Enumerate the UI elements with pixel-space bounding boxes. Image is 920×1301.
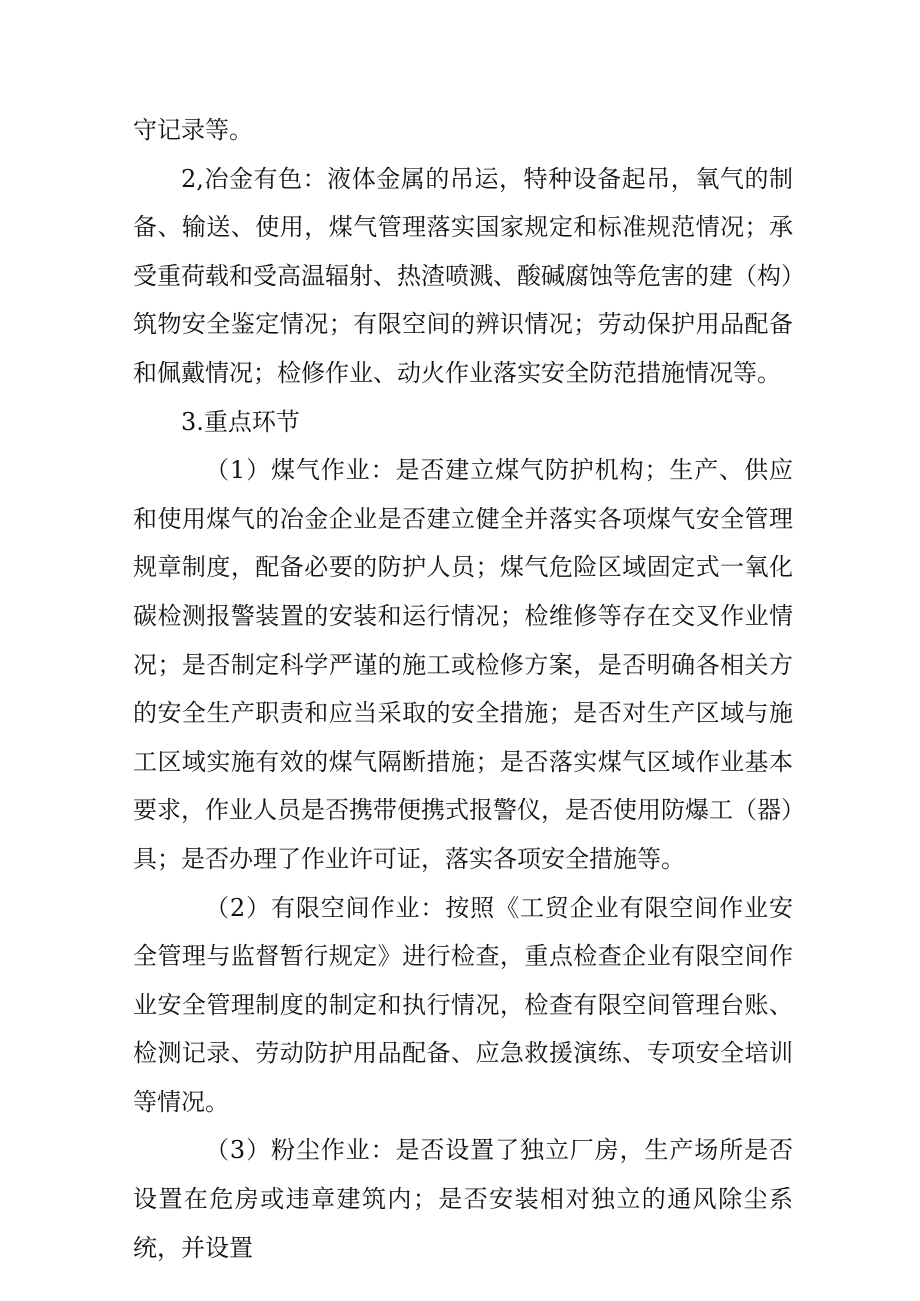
- document-body: [133, 106, 793, 1272]
- confined-space-paragraph: （2）有限空间作业：按照《工贸企业有限空间作业安全管理与监督暂行规定》进行检查，重点检查企业有限空间作业安全管理制度的制定和执行情况，检查有限空间管理台账、检测记录、劳动防护用品配备、应急救援演练、专项安全培训等情况。: [133, 893, 793, 1116]
- key-links-heading: 3.重点环节: [181, 407, 300, 436]
- continued-paragraph: 守记录等。: [133, 116, 253, 144]
- gas-work-paragraph: （1）煤气作业：是否建立煤气防护机构；生产、供应和使用煤气的冶金企业是否建立健全并落实各项煤气安全管理规章制度，配备必要的防护人员；煤气危险区域固定式一氧化碳检测报警装置的安装和运行情况；检维修等存在交叉作业情况；是否制定科学严谨的施工或检修方案，是否明确各相关方的安全生产职责和应当采取的安全措施；是否对生产区域与施工区域实施有效的煤气隔断措施；是否落实煤气区域作业基本要求，作业人员是否携带便携式报警仪，是否使用防爆工（器）具；是否办理了作业许可证，落实各项安全措施等。: [133, 456, 793, 873]
- dust-work-paragraph: （3）粉尘作业：是否设置了独立厂房，生产场所是否设置在危房或违章建筑内；是否安装相对独立的通风除尘系统，并设置: [133, 1136, 793, 1262]
- metallurgy-paragraph: 2,冶金有色：液体金属的吊运，特种设备起吊，氧气的制备、输送、使用，煤气管理落实国家规定和标准规范情况；承受重荷载和受高温辐射、热渣喷溅、酸碱腐蚀等危害的建（构）筑物安全鉴定情况；有限空间的辨识情况；劳动保护用品配备和佩戴情况；检修作业、动火作业落实安全防范措施情况等。: [133, 164, 793, 387]
